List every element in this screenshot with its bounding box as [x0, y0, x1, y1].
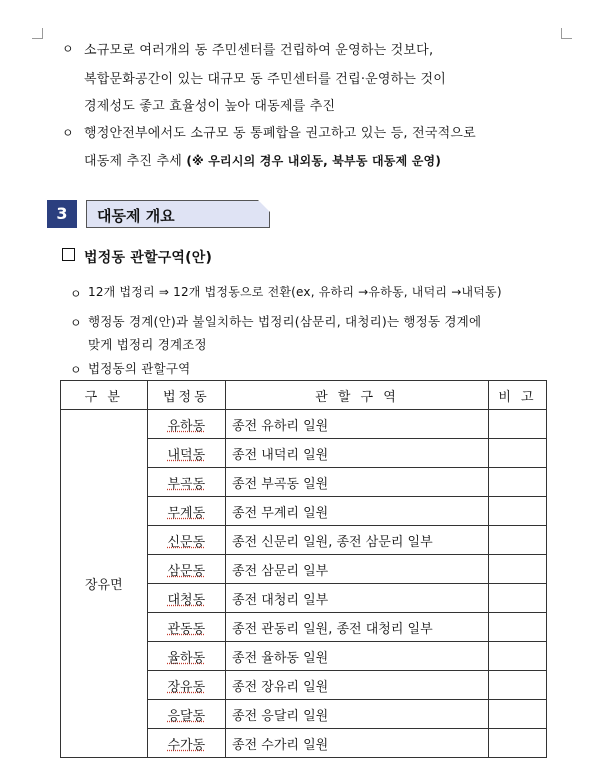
bullet-glyph: ㅇ [62, 126, 74, 140]
bullet-glyph: ㅇ [62, 42, 74, 56]
legal-dong-cell [147, 468, 225, 497]
legal-dong-cell [147, 555, 225, 584]
bullet-2-line-2: 맞게 법정리 경계조정 [88, 337, 207, 352]
legal-dong-cell [147, 642, 225, 671]
legal-dong-cell [147, 410, 225, 439]
section-title-box [86, 200, 270, 228]
legal-dong-name: 삼문동 [167, 563, 206, 579]
remarks-cell [488, 410, 546, 439]
remarks-cell [488, 613, 546, 642]
legal-dong-name: 응달동 [167, 708, 206, 724]
legal-dong-name: 율하동 [167, 650, 206, 666]
area-cell: 종전 율하동 일원 [226, 642, 489, 671]
remarks-cell [488, 729, 546, 758]
page-corner-mark-left [32, 28, 43, 39]
bullet-glyph: ㅇ [70, 363, 82, 377]
header-legal-dong: 법정동 [147, 381, 225, 410]
bullet-3: 법정동의 관할구역 [88, 361, 191, 376]
bullet-2-line-1: 행정동 경계(안)과 불일치하는 법정리(삼문리, 대청리)는 행정동 경계에 [88, 314, 482, 329]
remarks-cell [488, 439, 546, 468]
subsection-title: 법정동 관할구역(안) [84, 250, 213, 266]
header-area: 관 할 구 역 [226, 381, 489, 410]
area-cell: 종전 수가리 일원 [226, 729, 489, 758]
area-cell: 종전 삼문리 일부 [226, 555, 489, 584]
legal-dong-cell [147, 613, 225, 642]
area-cell: 종전 신문리 일원, 종전 삼문리 일부 [226, 526, 489, 555]
legal-dong-name: 대청동 [167, 592, 206, 608]
intro-paragraph-2-line-1: 행정안전부에서도 소규모 동 통폐합을 권고하고 있는 등, 전국적으로 [84, 126, 476, 141]
bullet-glyph: ㅇ [70, 316, 82, 330]
header-remarks: 비 고 [488, 381, 546, 410]
legal-dong-name: 유하동 [167, 418, 206, 434]
intro-paragraph-2-line-2 [84, 150, 441, 169]
area-cell: 종전 유하리 일원 [226, 410, 489, 439]
intro-paragraph-1-line-3: 경제성도 좋고 효율성이 높아 대동제를 추진 [84, 99, 336, 114]
table-header-row [61, 381, 547, 410]
legal-dong-name: 관동동 [167, 621, 206, 637]
jurisdiction-table [60, 380, 547, 758]
legal-dong-name: 무계동 [167, 505, 206, 521]
section-title: 대동제 개요 [97, 207, 175, 225]
area-cell: 종전 대청리 일부 [226, 584, 489, 613]
legal-dong-name: 장유동 [167, 679, 206, 695]
legal-dong-cell [147, 584, 225, 613]
header-category: 구 분 [61, 381, 148, 410]
area-cell: 종전 응달리 일원 [226, 700, 489, 729]
remarks-cell [488, 671, 546, 700]
folded-corner-icon [258, 200, 270, 212]
remarks-cell [488, 700, 546, 729]
group-cell: 장유면 [61, 410, 148, 758]
intro-paragraph-1-line-1: 소규모로 여러개의 동 주민센터를 건립하여 운영하는 것보다, [84, 43, 434, 58]
section-number: 3 [47, 200, 77, 228]
bullet-1: 12개 법정리 ⇒ 12개 법정동으로 전환(ex, 유하리 →유하동, 내덕리 →내덕동) [88, 285, 502, 299]
area-cell: 종전 관동리 일원, 종전 대청리 일부 [226, 613, 489, 642]
checkbox-square-icon [62, 248, 75, 261]
legal-dong-cell [147, 526, 225, 555]
remarks-cell [488, 468, 546, 497]
legal-dong-name: 부곡동 [167, 476, 206, 492]
remarks-cell [488, 555, 546, 584]
intro-paragraph-2-text: 대동제 추진 추세 [84, 154, 187, 169]
legal-dong-cell [147, 671, 225, 700]
remarks-cell [488, 497, 546, 526]
area-cell: 종전 내덕리 일원 [226, 439, 489, 468]
legal-dong-cell [147, 729, 225, 758]
table-row [61, 410, 547, 439]
remarks-cell [488, 642, 546, 671]
area-cell: 종전 부곡동 일원 [226, 468, 489, 497]
intro-paragraph-2-note: (※ 우리시의 경우 내외동, 북부동 대동제 운영) [186, 154, 442, 168]
area-cell: 종전 장유리 일원 [226, 671, 489, 700]
legal-dong-cell [147, 497, 225, 526]
bullet-glyph: ㅇ [70, 287, 82, 301]
legal-dong-name: 내덕동 [167, 447, 206, 463]
legal-dong-name: 신문동 [167, 534, 206, 550]
legal-dong-cell [147, 439, 225, 468]
remarks-cell [488, 584, 546, 613]
remarks-cell [488, 526, 546, 555]
page-corner-mark-right [561, 28, 572, 39]
legal-dong-name: 수가동 [167, 737, 206, 753]
area-cell: 종전 무계리 일원 [226, 497, 489, 526]
legal-dong-cell [147, 700, 225, 729]
intro-paragraph-1-line-2: 복합문화공간이 있는 대규모 동 주민센터를 건립·운영하는 것이 [84, 72, 447, 87]
